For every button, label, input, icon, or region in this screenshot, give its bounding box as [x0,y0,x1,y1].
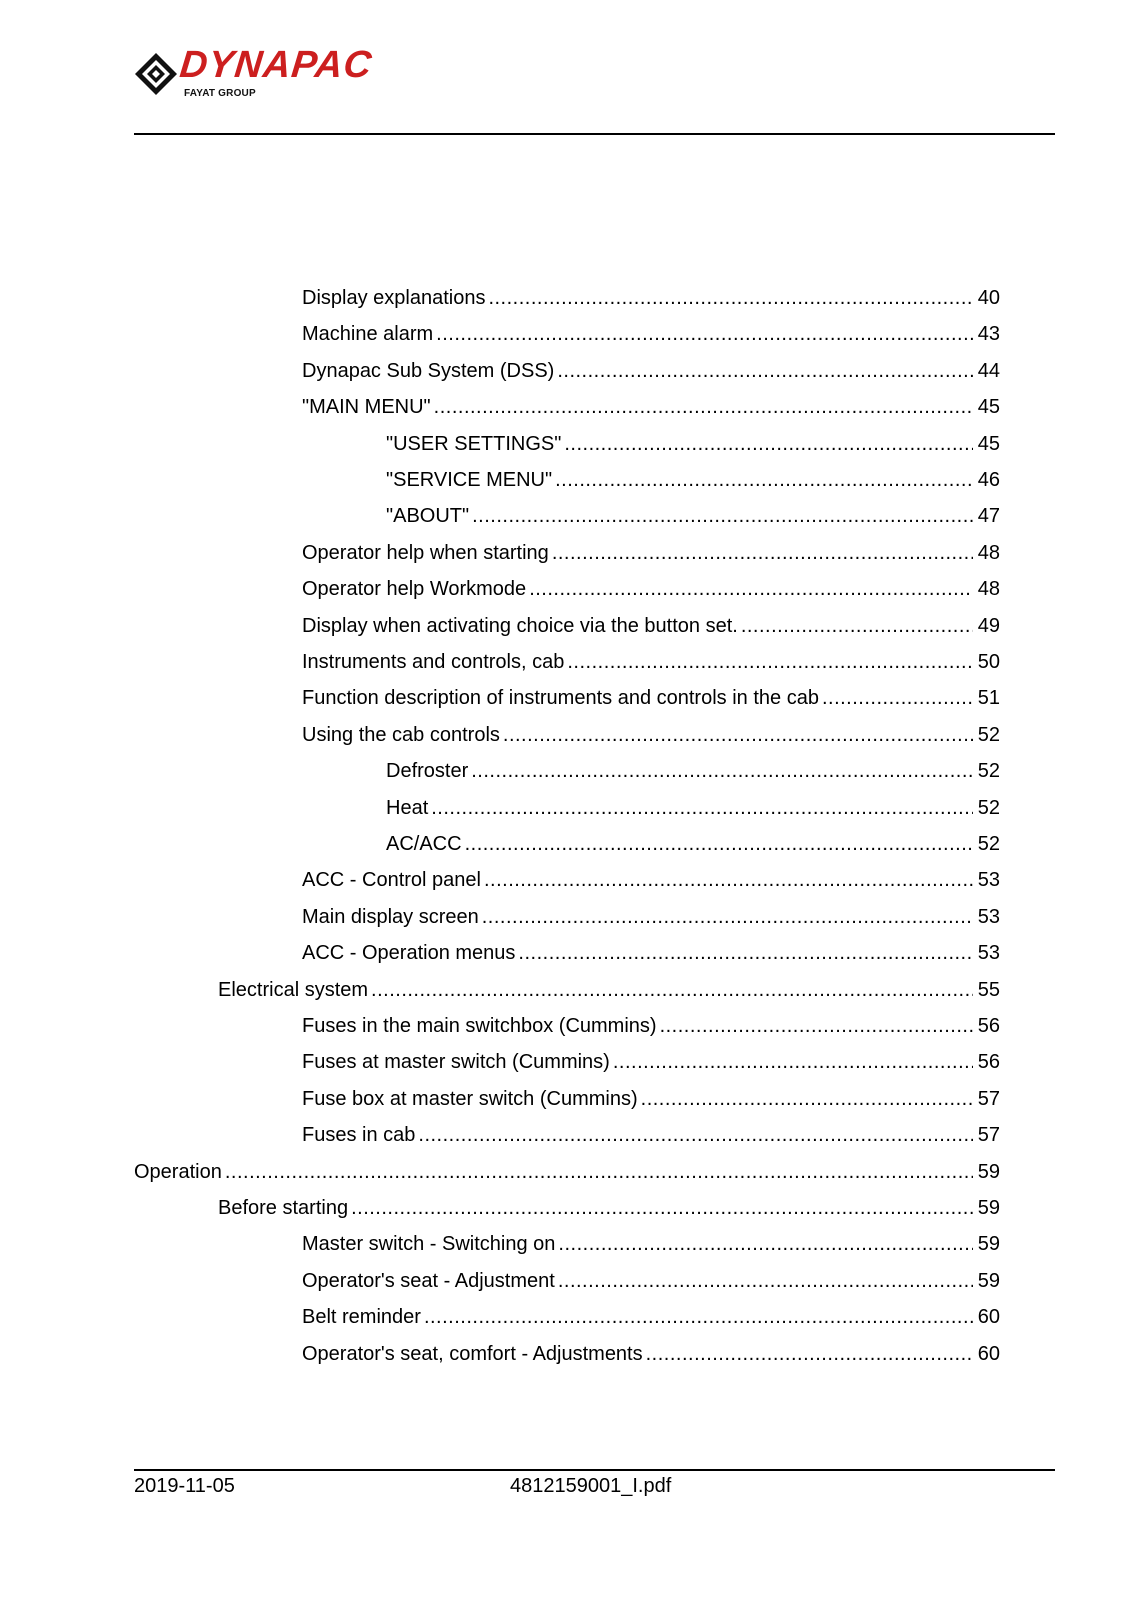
dynapac-diamond-icon [134,52,178,96]
toc-entry[interactable] [302,611,1000,641]
toc-entry[interactable] [302,865,1000,895]
toc-entry[interactable] [302,1011,1000,1041]
toc-entry-page: 56 [977,1051,1000,1074]
toc-entry[interactable] [302,683,1000,713]
toc-entry-title: AC/ACC [386,833,462,855]
toc-entry-title: Belt reminder [302,1306,421,1329]
toc-entry[interactable] [302,1120,1000,1150]
toc-leader-dots [564,429,973,459]
toc-leader-dots [436,319,973,349]
toc-entry-title: Fuses in cab [302,1124,416,1147]
toc-entry-title: "USER SETTINGS" [386,432,562,455]
toc-entry-title: Master switch - Switching on [302,1233,556,1256]
toc-entry-page: 50 [977,651,1000,673]
toc-leader-dots [741,611,973,641]
toc-leader-dots [482,902,973,932]
toc-entry-page: 40 [977,287,1000,309]
toc-entry[interactable] [302,1266,1000,1296]
toc-leader-dots [646,1339,973,1369]
toc-leader-dots [418,1120,973,1150]
toc-leader-dots [822,683,973,713]
footer-date: 2019-11-05 [134,1475,235,1497]
toc-entry-title: Electrical system [218,978,369,1001]
toc-leader-dots [555,465,973,495]
toc-leader-dots [529,574,973,604]
footer-filename: 4812159001_I.pdf [510,1475,672,1497]
header-rule [134,133,1055,135]
toc-entry[interactable] [302,1229,1000,1259]
toc-entry-title: Fuses at master switch (Cummins) [302,1051,610,1074]
toc-entry-page: 45 [977,396,1000,419]
toc-entry[interactable] [386,501,1000,531]
toc-leader-dots [518,938,973,968]
toc-entry-title: Function description of instruments and controls in the cab [302,687,819,710]
toc-entry-page: 52 [977,723,1000,746]
toc-leader-dots [434,392,973,422]
toc-entry[interactable] [218,975,1000,1005]
toc-leader-dots [465,829,973,859]
toc-leader-dots [431,793,973,823]
toc-entry[interactable] [302,938,1000,968]
toc-entry-page: 53 [977,942,1000,965]
toc-leader-dots [557,356,973,386]
toc-leader-dots [552,538,973,568]
toc-entry-page: 59 [977,1160,1000,1183]
toc-entry[interactable] [302,574,1000,604]
toc-entry-page: 60 [977,1306,1000,1329]
toc-entry-title: Operator help Workmode [302,578,527,601]
toc-entry-page: 59 [977,1233,1000,1256]
toc-entry[interactable] [302,1084,1000,1114]
toc-leader-dots [351,1193,973,1223]
toc-entry-page: 43 [977,323,1000,346]
toc-entry-page: 46 [977,469,1000,491]
toc-leader-dots [503,720,973,750]
toc-entry-title: Display when activating choice via the button set. [302,614,738,637]
toc-entry-page: 52 [977,796,1000,819]
toc-entry-page: 52 [977,833,1000,855]
toc-entry-title: Main display screen [302,905,479,928]
toc-entry-page: 48 [977,578,1000,601]
toc-entry[interactable] [302,392,1000,422]
toc-entry[interactable] [302,319,1000,349]
toc-entry-title: Heat [386,796,429,819]
toc-entry-title: Defroster [386,760,469,783]
toc-entry[interactable] [386,829,1000,859]
toc-leader-dots [660,1011,973,1041]
toc-entry[interactable] [386,756,1000,786]
toc-leader-dots [371,975,973,1005]
toc-entry-title: Display explanations [302,287,486,309]
dynapac-logo [134,44,474,102]
toc-entry-page: 53 [977,905,1000,928]
brand-subtitle: FAYAT GROUP [184,88,256,99]
toc-leader-dots [471,756,973,786]
toc-entry[interactable] [302,902,1000,932]
toc-entry-title: Using the cab controls [302,723,500,746]
toc-entry-title: Operator's seat, comfort - Adjustments [302,1342,643,1365]
toc-entry[interactable] [218,1193,1000,1223]
toc-entry[interactable] [386,429,1000,459]
toc-entry[interactable] [302,720,1000,750]
toc-entry-title: Before starting [218,1197,349,1219]
toc-entry-page: 59 [977,1269,1000,1292]
toc-entry[interactable] [302,1339,1000,1369]
toc-entry[interactable] [302,1302,1000,1332]
toc-entry-title: "SERVICE MENU" [386,469,553,491]
brand-name: DYNAPAC [177,44,375,86]
toc-leader-dots [558,1229,973,1259]
toc-entry[interactable] [302,647,1000,677]
toc-entry-page: 45 [977,432,1000,455]
toc-entry[interactable] [302,356,1000,386]
toc-leader-dots [567,647,973,677]
toc-entry-page: 57 [977,1087,1000,1110]
toc-entry[interactable] [302,283,1000,313]
toc-leader-dots [641,1084,973,1114]
toc-entry-title: Fuse box at master switch (Cummins) [302,1087,638,1110]
toc-entry-page: 56 [977,1015,1000,1037]
toc-entry-page: 53 [977,869,1000,892]
toc-entry[interactable] [302,1047,1000,1077]
toc-entry-title: ACC - Control panel [302,869,481,892]
toc-leader-dots [488,283,973,313]
toc-entry[interactable] [302,538,1000,568]
toc-entry-title: Instruments and controls, cab [302,651,565,673]
toc-entry-page: 59 [977,1197,1000,1219]
toc-entry-title: Machine alarm [302,323,434,346]
toc-entry-page: 57 [977,1124,1000,1147]
toc-leader-dots [558,1266,973,1296]
toc-entry-title: Operator help when starting [302,541,549,564]
toc-entry[interactable] [386,793,1000,823]
toc-entry-title: Fuses in the main switchbox (Cummins) [302,1015,657,1037]
toc-entry-title: Dynapac Sub System (DSS) [302,359,555,382]
toc-entry-page: 55 [977,978,1000,1001]
toc-entry-title: Operator's seat - Adjustment [302,1269,555,1292]
toc-entry-page: 52 [977,760,1000,783]
toc-entry-page: 49 [977,614,1000,637]
toc-entry-page: 60 [977,1342,1000,1365]
toc-leader-dots [225,1157,973,1187]
toc-entry-page: 48 [977,541,1000,564]
toc-entry-title: ACC - Operation menus [302,942,516,965]
toc-leader-dots [424,1302,973,1332]
toc-entry[interactable] [134,1157,1000,1187]
toc-leader-dots [613,1047,973,1077]
footer-rule [134,1469,1055,1471]
toc-entry-title: "MAIN MENU" [302,396,431,419]
toc-entry-title: Operation [134,1160,222,1183]
toc-entry-page: 51 [977,687,1000,710]
toc-entry-page: 44 [977,359,1000,382]
toc-entry-title: "ABOUT" [386,505,470,528]
toc-entry[interactable] [386,465,1000,495]
toc-leader-dots [472,501,973,531]
toc-entry-page: 47 [977,505,1000,528]
toc-leader-dots [484,865,973,895]
